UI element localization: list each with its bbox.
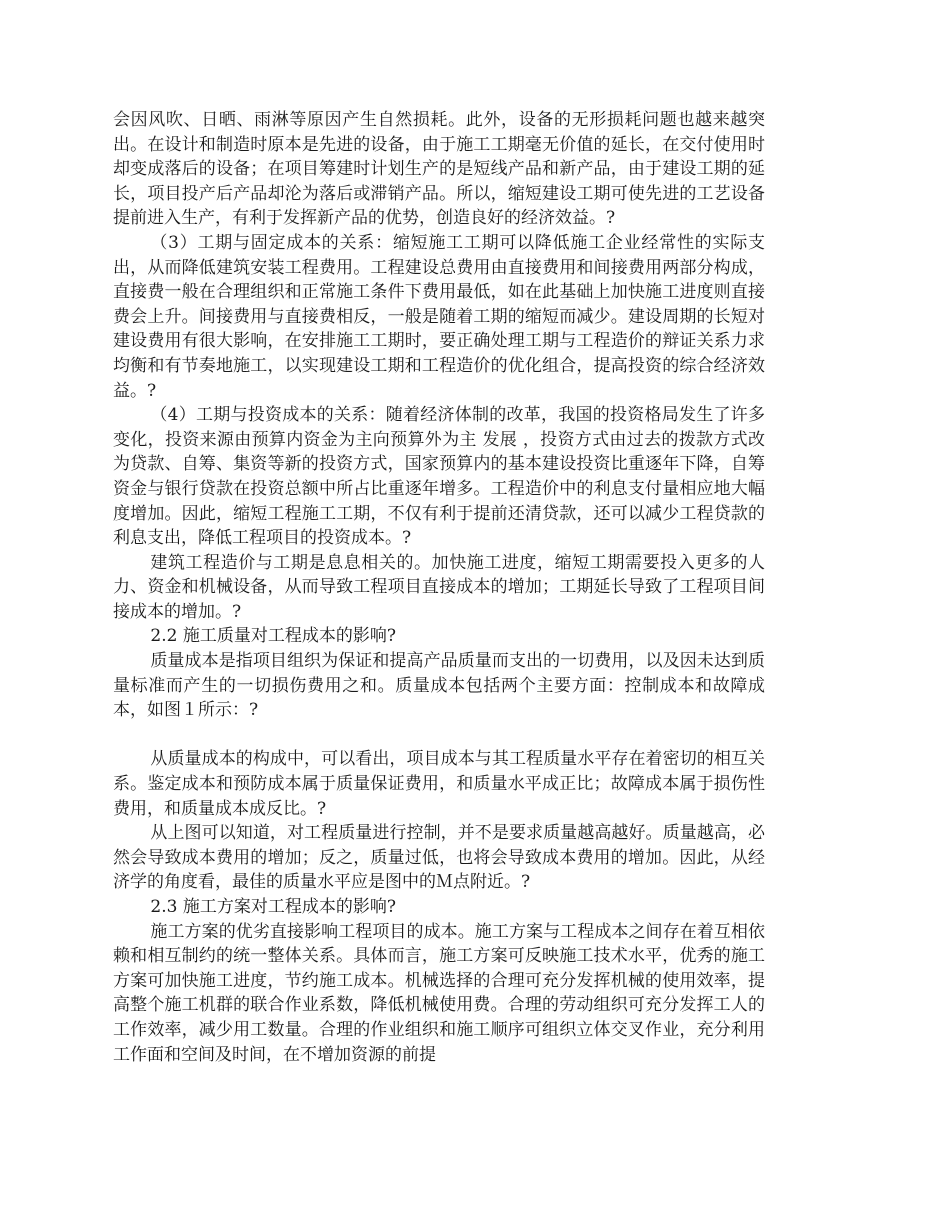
paragraph-quality-cost-relation: 从质量成本的构成中，可以看出，项目成本与其工程质量水平存在着密切的相互关系。鉴定成本和预防成本属于质量保证费用，和质量水平成正比；故障成本属于损伤性费用，和质量成本成反比。?	[113, 749, 765, 819]
paragraph-quality-cost-definition: 质量成本是指项目组织为保证和提高产品质量而支出的一切费用，以及因未达到质量标准而产生的一切损伤费用之和。质量成本包括两个主要方面：控制成本和故障成本，如图１所示：?	[113, 651, 765, 721]
paragraph-continuation-equipment-loss: 会因风吹、日晒、雨淋等原因产生自然损耗。此外，设备的无形损耗问题也越来越突出。在设计和制造时原本是先进的设备，由于施工工期毫无价值的延长，在交付使用时却变成落后的设备；在项目筹建时计划生产的是短线产品和新产品，由于建设工期的延长，项目投产后产品却沦为落后或滞销产品。所以，缩短建设工期可使先进的工艺设备提前进入生产，有利于发挥新产品的优势，创造良好的经济效益。?	[113, 110, 765, 229]
document-page	[113, 108, 765, 1067]
paragraph-investment-cost: （4）工期与投资成本的关系：随着经济体制的改革，我国的投资格局发生了许多变化，投资来源由预算内资金为主向预算外为主 发展 ，投资方式由过去的拨款方式改为贷款、自筹、集资等新的投资方式，国家预算内的基本建设投资比重逐年下降，自筹资金与银行贷款在投资总额中所占比重逐年增多。工程造价中的利息支付量相应地大幅度增加。因此，缩短工程施工工期，不仅有利于提前还清贷款，还可以减少工程贷款的利息支出，降低工程项目的投资成本。?	[113, 405, 765, 549]
paragraph-cost-schedule-summary: 建筑工程造价与工期是息息相关的。加快施工进度，缩短工期需要投入更多的人力、资金和机械设备，从而导致工程项目直接成本的增加；工期延长导致了工程项目间接成本的增加。?	[113, 552, 765, 622]
section-heading-2-3: 2.3 施工方案对工程成本的影响?	[150, 897, 396, 917]
section-heading-2-2: 2.2 施工质量对工程成本的影响?	[150, 626, 396, 647]
paragraph-construction-plan: 施工方案的优劣直接影响工程项目的成本。施工方案与工程成本之间存在着互相依赖和相互制约的统一整体关系。具体而言，施工方案可反映施工技术水平，优秀的施工方案可加快施工进度，节约施工成本。机械选择的合理可充分发挥机械的使用效率，提高整个施工机群的联合作业系数，降低机械使用费。合理的劳动组织可充分发挥工人的工作效率，减少用工数量。合理的作业组织和施工顺序可组织立体交叉作业，充分利用工作面和空间及时间，在不增加资源的前提	[113, 921, 765, 1065]
figure-placeholder-gap	[113, 723, 765, 748]
paragraph-optimal-quality: 从上图可以知道，对工程质量进行控制，并不是要求质量越高越好。质量越高，必然会导致成本费用的增加；反之，质量过低，也将会导致成本费用的增加。因此，从经济学的角度看，最佳的质量水平应是图中的Ｍ点附近。?	[113, 823, 765, 893]
paragraph-fixed-cost: （3）工期与固定成本的关系：缩短施工工期可以降低施工企业经常性的实际支出，从而降低建筑安装工程费用。工程建设总费用由直接费用和间接费用两部分构成，直接费一般在合理组织和正常施工条件下费用最低，如在此基础上加快施工进度则直接费会上升。间接费用与直接费相反，一般是随着工期的缩短而减少。建设周期的长短对建设费用有很大影响，在安排施工工期时，要正确处理工期与工程造价的辩证关系力求均衡和有节奏地施工，以实现建设工期和工程造价的优化组合，提高投资的综合经济效益。?	[113, 232, 765, 401]
